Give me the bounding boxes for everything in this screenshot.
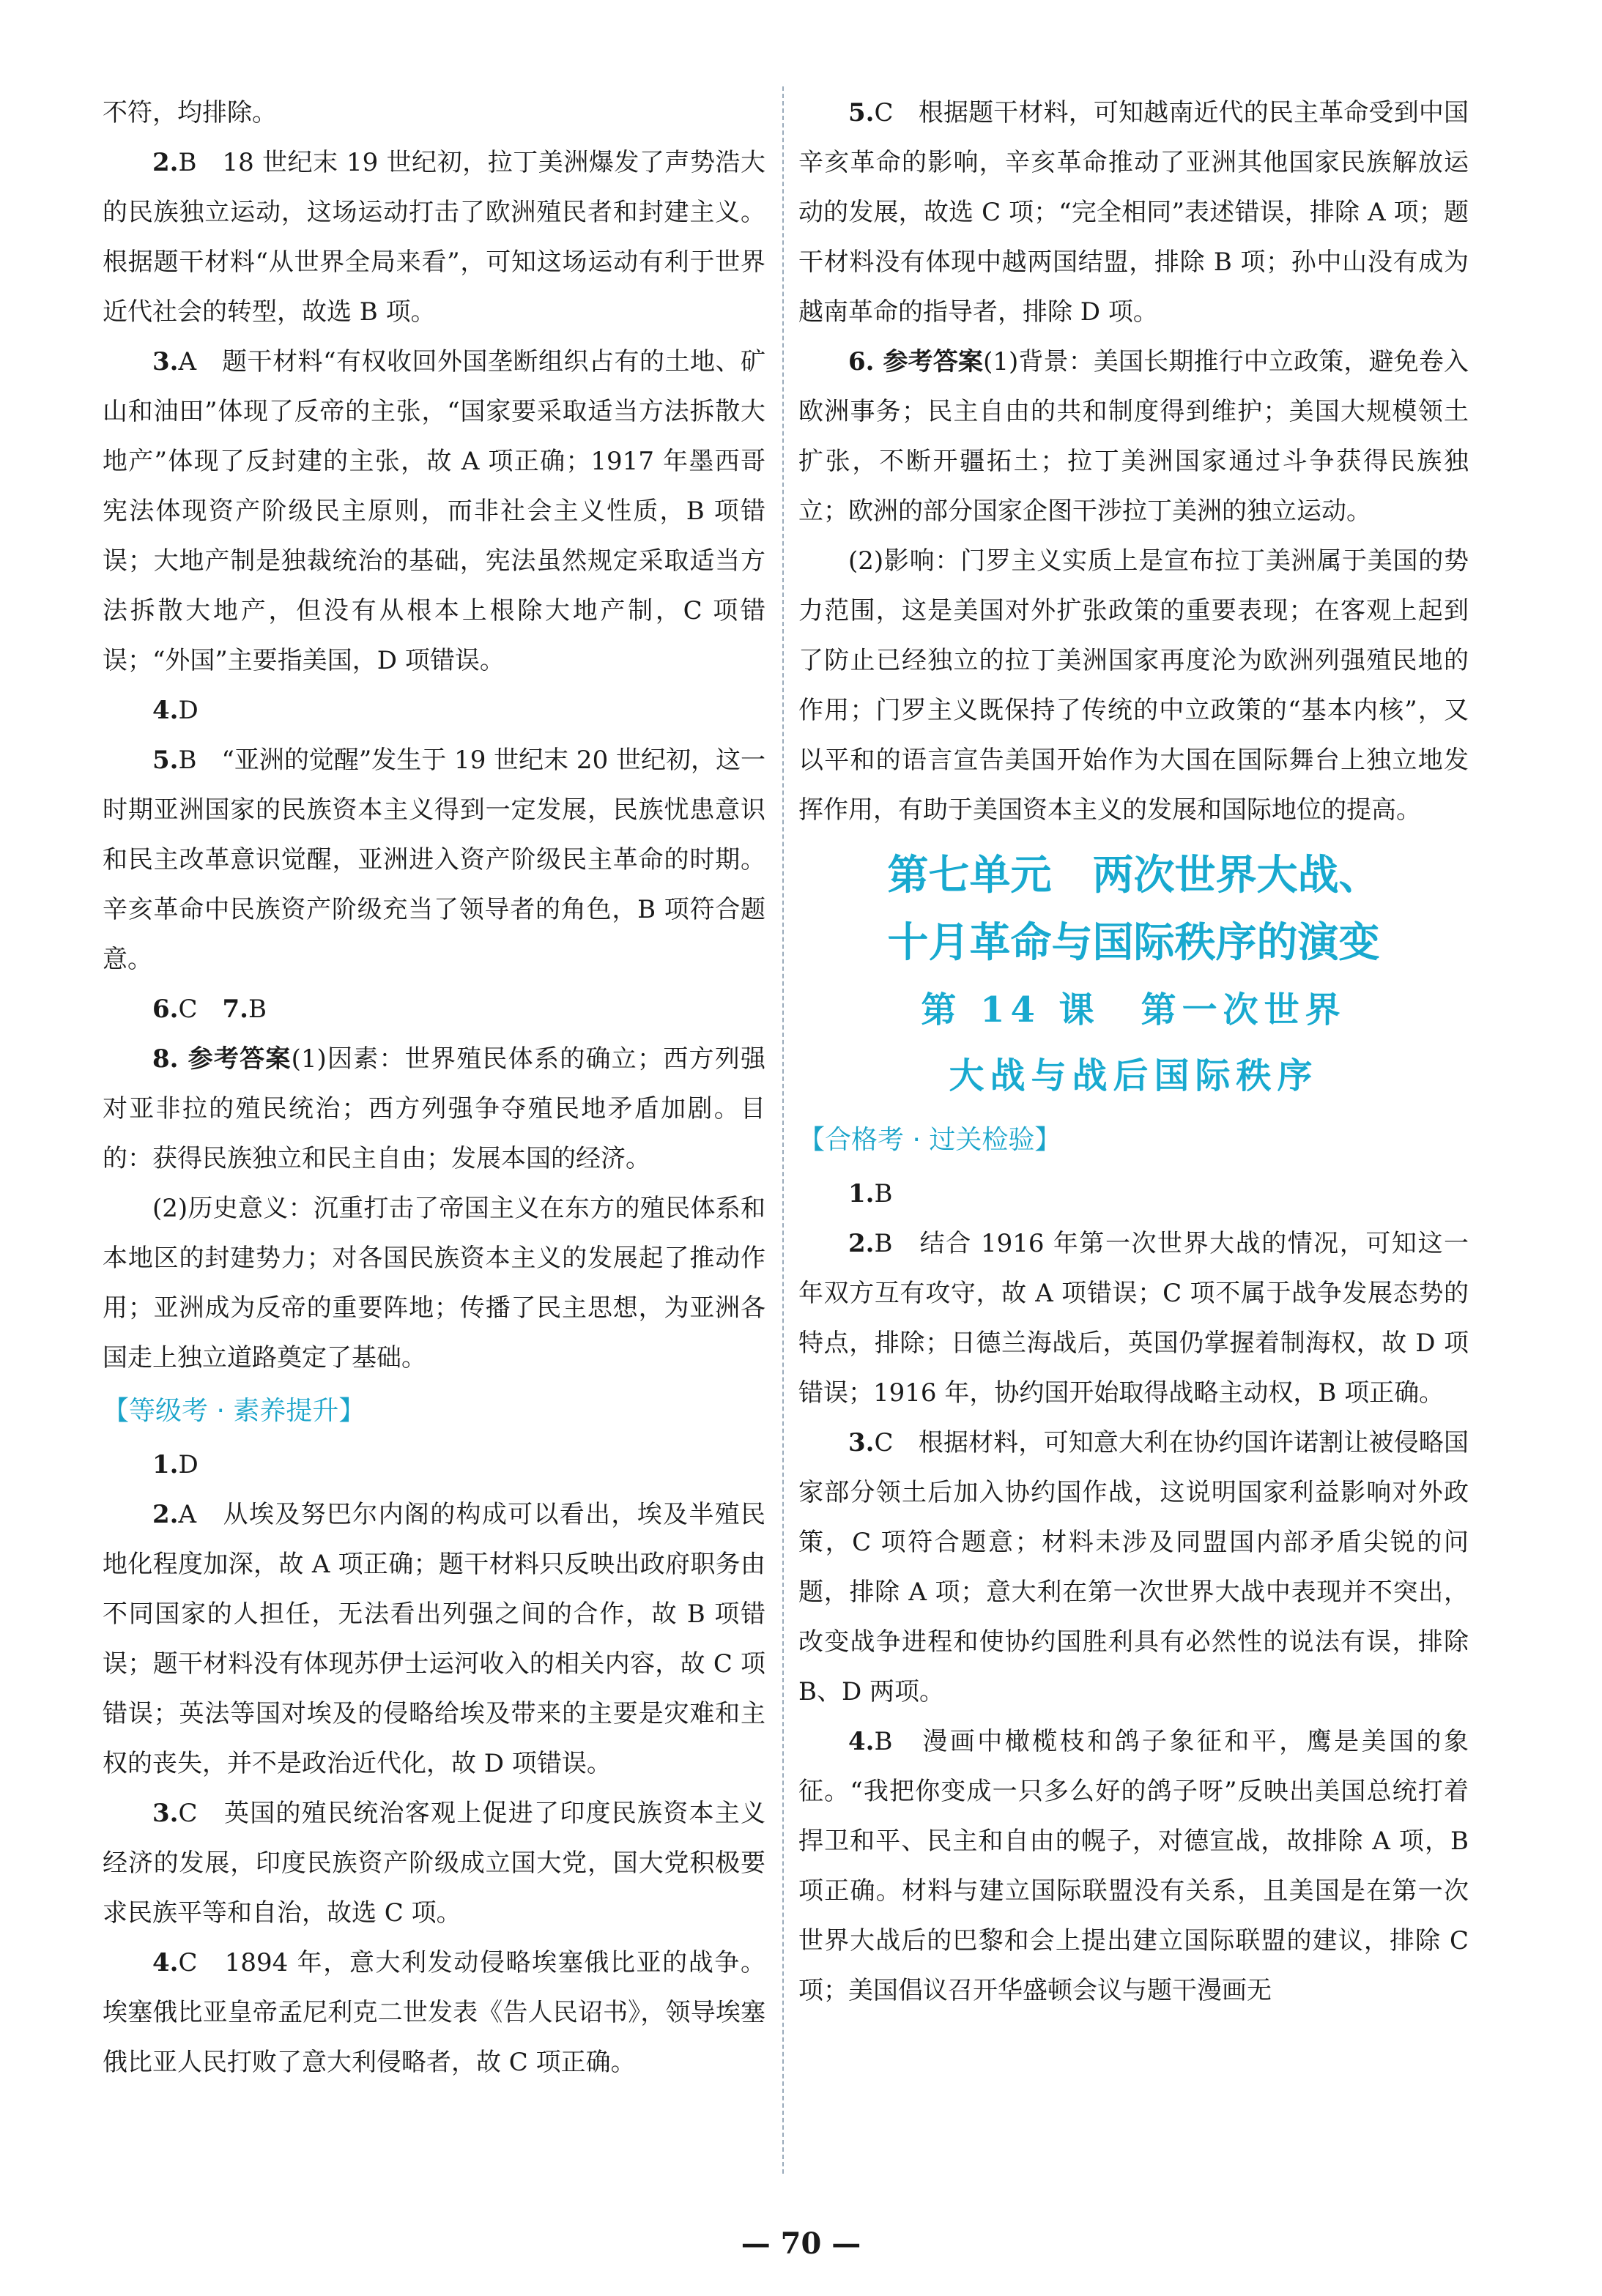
item-number: 3.: [152, 347, 179, 376]
item-number: 2.: [152, 148, 179, 177]
answer-item: [103, 686, 765, 735]
item-number: 1.: [848, 1179, 875, 1208]
paragraph: (2)影响：门罗主义实质上是宣布拉丁美洲属于美国的势力范围，这是美国对外扩张政策的重要表现；在客观上起到了防止已经独立的拉丁美洲国家再度沦为欧洲列强殖民地的作用；门罗主义既保持了传统的中立政策的“基本内核”，又以平和的语言宣告美国开始作为大国在国际舞台上独立地发挥作用，有助于美国资本主义的发展和国际地位的提高。: [798, 546, 1469, 825]
item-number: 1.: [152, 1450, 179, 1479]
chapter-heading: [798, 842, 1469, 1109]
answer-item: [798, 88, 1469, 337]
item-text: (1)背景：美国长期推行中立政策，避免卷入欧洲事务；民主自由的共和制度得到维护；美国大规模领土扩张，不断开疆拓土；拉丁美洲国家通过斗争获得民族独立；欧洲的部分国家企图干涉拉丁美洲的独立运动。: [798, 347, 1469, 526]
answer-item: [103, 1034, 765, 1184]
answer-item: [798, 1717, 1469, 2015]
page-number: — 70 —: [741, 2226, 861, 2261]
item-text: B 结合 1916 年第一次世界大战的情况，可知这一年双方互有攻守，故 A 项错误；C 项不属于战争发展态势的特点，排除；日德兰海战后，英国仍掌握着制海权，故 D 项错误；1916 年，协约国开始取得战略主动权，B 项正确。: [798, 1229, 1469, 1408]
item-text: B: [874, 1179, 893, 1208]
left-column: [103, 88, 765, 2087]
unit-title: 十月革命与国际秩序的演变: [887, 919, 1380, 967]
item-number: 8. 参考答案: [152, 1044, 292, 1074]
item-number: 4.: [848, 1727, 875, 1756]
item-number: 4.: [152, 696, 179, 725]
item-text: A 从埃及努巴尔内阁的构成可以看出，埃及半殖民地化程度加深，故 A 项正确；题干材料只反映出政府职务由不同国家的人担任，无法看出列强之间的合作，故 B 项错误；题干材料没有体现苏伊士运河收入的相关内容，故 C 项错误；英法等国对埃及的侵略给埃及带来的主要是灾难和主权的丧失，并不是政治近代化，故 D 项错误。: [103, 1500, 765, 1778]
item-text: B “亚洲的觉醒”发生于 19 世纪末 20 世纪初，这一时期亚洲国家的民族资本主义得到一定发展，民族忧患意识和民主改革意识觉醒，亚洲进入资产阶级民主革命的时期。辛亥革命中民族资产阶级充当了领导者的角色，B 项符合题意。: [103, 746, 766, 974]
answer-item: [103, 138, 765, 337]
item-number: 7.: [222, 995, 249, 1024]
item-number: 4.: [152, 1948, 179, 1977]
item-number: 6.: [152, 995, 179, 1024]
section-tag: 【合格考 · 过关检验】: [798, 1125, 1061, 1155]
lesson-title: 大战与战后国际秩序: [949, 1055, 1319, 1096]
item-text: D: [178, 696, 199, 725]
item-text: C 根据材料，可知意大利在协约国许诺割让被侵略国家部分领土后加入协约国作战，这说明国家利益影响对外政策，C 项符合题意；材料未涉及同盟国内部矛盾尖锐的问题，排除 A 项；意大利在第一次世界大战中表现并不突出，改变战争进程和使协约国胜利具有必然性的说法有误，排除 B、D 两项。: [798, 1428, 1469, 1706]
item-number: 6. 参考答案: [848, 347, 984, 376]
paragraph: (2)历史意义：沉重打击了帝国主义在东方的殖民体系和本地区的封建势力；对各国民族资本主义的发展起了推动作用；亚洲成为反帝的重要阵地；传播了民主思想，为亚洲各国走上独立道路奠定了基础。: [103, 1194, 765, 1372]
answer-item: [103, 735, 765, 984]
item-number: 3.: [152, 1799, 179, 1828]
answer-item: [103, 1938, 765, 2087]
item-text: A 题干材料“有权收回外国垄断组织占有的土地、矿山和油田”体现了反帝的主张，“国家要采取适当方法拆散大地产”体现了反封建的主张，故 A 项正确；1917 年墨西哥宪法体现资产阶级民主原则，而非社会主义性质，B 项错误；大地产制是独裁统治的基础，宪法虽然规定采取适当方法拆散大地产，但没有从根本上根除大地产制，C 项错误；“外国”主要指美国，D 项错误。: [103, 347, 765, 675]
answer-item: [103, 1440, 765, 1490]
item-text: B 漫画中橄榄枝和鸽子象征和平，鹰是美国的象征。“我把你变成一只多么好的鸽子呀”反映出美国总统打着捍卫和平、民主和自由的幌子，对德宣战，故排除 A 项，B 项正确。材料与建立国际联盟没有关系，且美国是在第一次世界大战后的巴黎和会上提出建立国际联盟的建议，排除 C 项；美国倡议召开华盛顿会议与题干漫画无: [798, 1727, 1469, 2005]
item-text: C 1894 年，意大利发动侵略埃塞俄比亚的战争。埃塞俄比亚皇帝孟尼利克二世发表《告人民诏书》，领导埃塞俄比亚人民打败了意大利侵略者，故 C 项正确。: [103, 1948, 765, 2077]
item-number: 5.: [848, 98, 875, 127]
answer-item: [103, 1788, 765, 1938]
right-column: [798, 88, 1469, 2015]
section-tag: 【等级考 · 素养提升】: [103, 1396, 366, 1426]
answer-item: [798, 1418, 1469, 1717]
item-number: 2.: [848, 1229, 875, 1258]
unit-title: 第七单元 两次世界大战、: [887, 852, 1380, 899]
item-text: (1)因素：世界殖民体系的确立；西方列强对亚非拉的殖民统治；西方列强争夺殖民地矛盾加剧。目的：获得民族独立和民主自由；发展本国的经济。: [103, 1044, 765, 1173]
paragraph: 不符，均排除。: [103, 98, 277, 127]
item-number: 2.: [152, 1500, 179, 1529]
item-text: B: [248, 995, 267, 1024]
answer-item: [103, 1490, 765, 1788]
item-text: C 英国的殖民统治客观上促进了印度民族资本主义经济的发展，印度民族资产阶级成立国大党，国大党积极要求民族平等和自治，故选 C 项。: [103, 1799, 765, 1928]
item-number: 3.: [848, 1428, 875, 1457]
answer-item: [103, 337, 765, 686]
item-number: 5.: [152, 746, 179, 775]
item-text: B 18 世纪末 19 世纪初，拉丁美洲爆发了声势浩大的民族独立运动，这场运动打击了欧洲殖民者和封建主义。根据题干材料“从世界全局来看”，可知这场运动有利于世界近代社会的转型，故选 B 项。: [103, 148, 765, 327]
item-text: C: [178, 995, 223, 1024]
answer-item: [798, 1219, 1469, 1418]
answer-item: [798, 337, 1469, 536]
item-text: C 根据题干材料，可知越南近代的民主革命受到中国辛亥革命的影响，辛亥革命推动了亚洲其他国家民族解放运动的发展，故选 C 项；“完全相同”表述错误，排除 A 项；题干材料没有体现中越两国结盟，排除 B 项；孙中山没有成为越南革命的指导者，排除 D 项。: [798, 98, 1469, 327]
item-text: D: [178, 1450, 199, 1479]
answer-item: [798, 1169, 1469, 1219]
answer-item: [103, 984, 765, 1034]
lesson-title: 第 14 课 第一次世界: [921, 989, 1346, 1030]
column-divider: [782, 86, 784, 2174]
